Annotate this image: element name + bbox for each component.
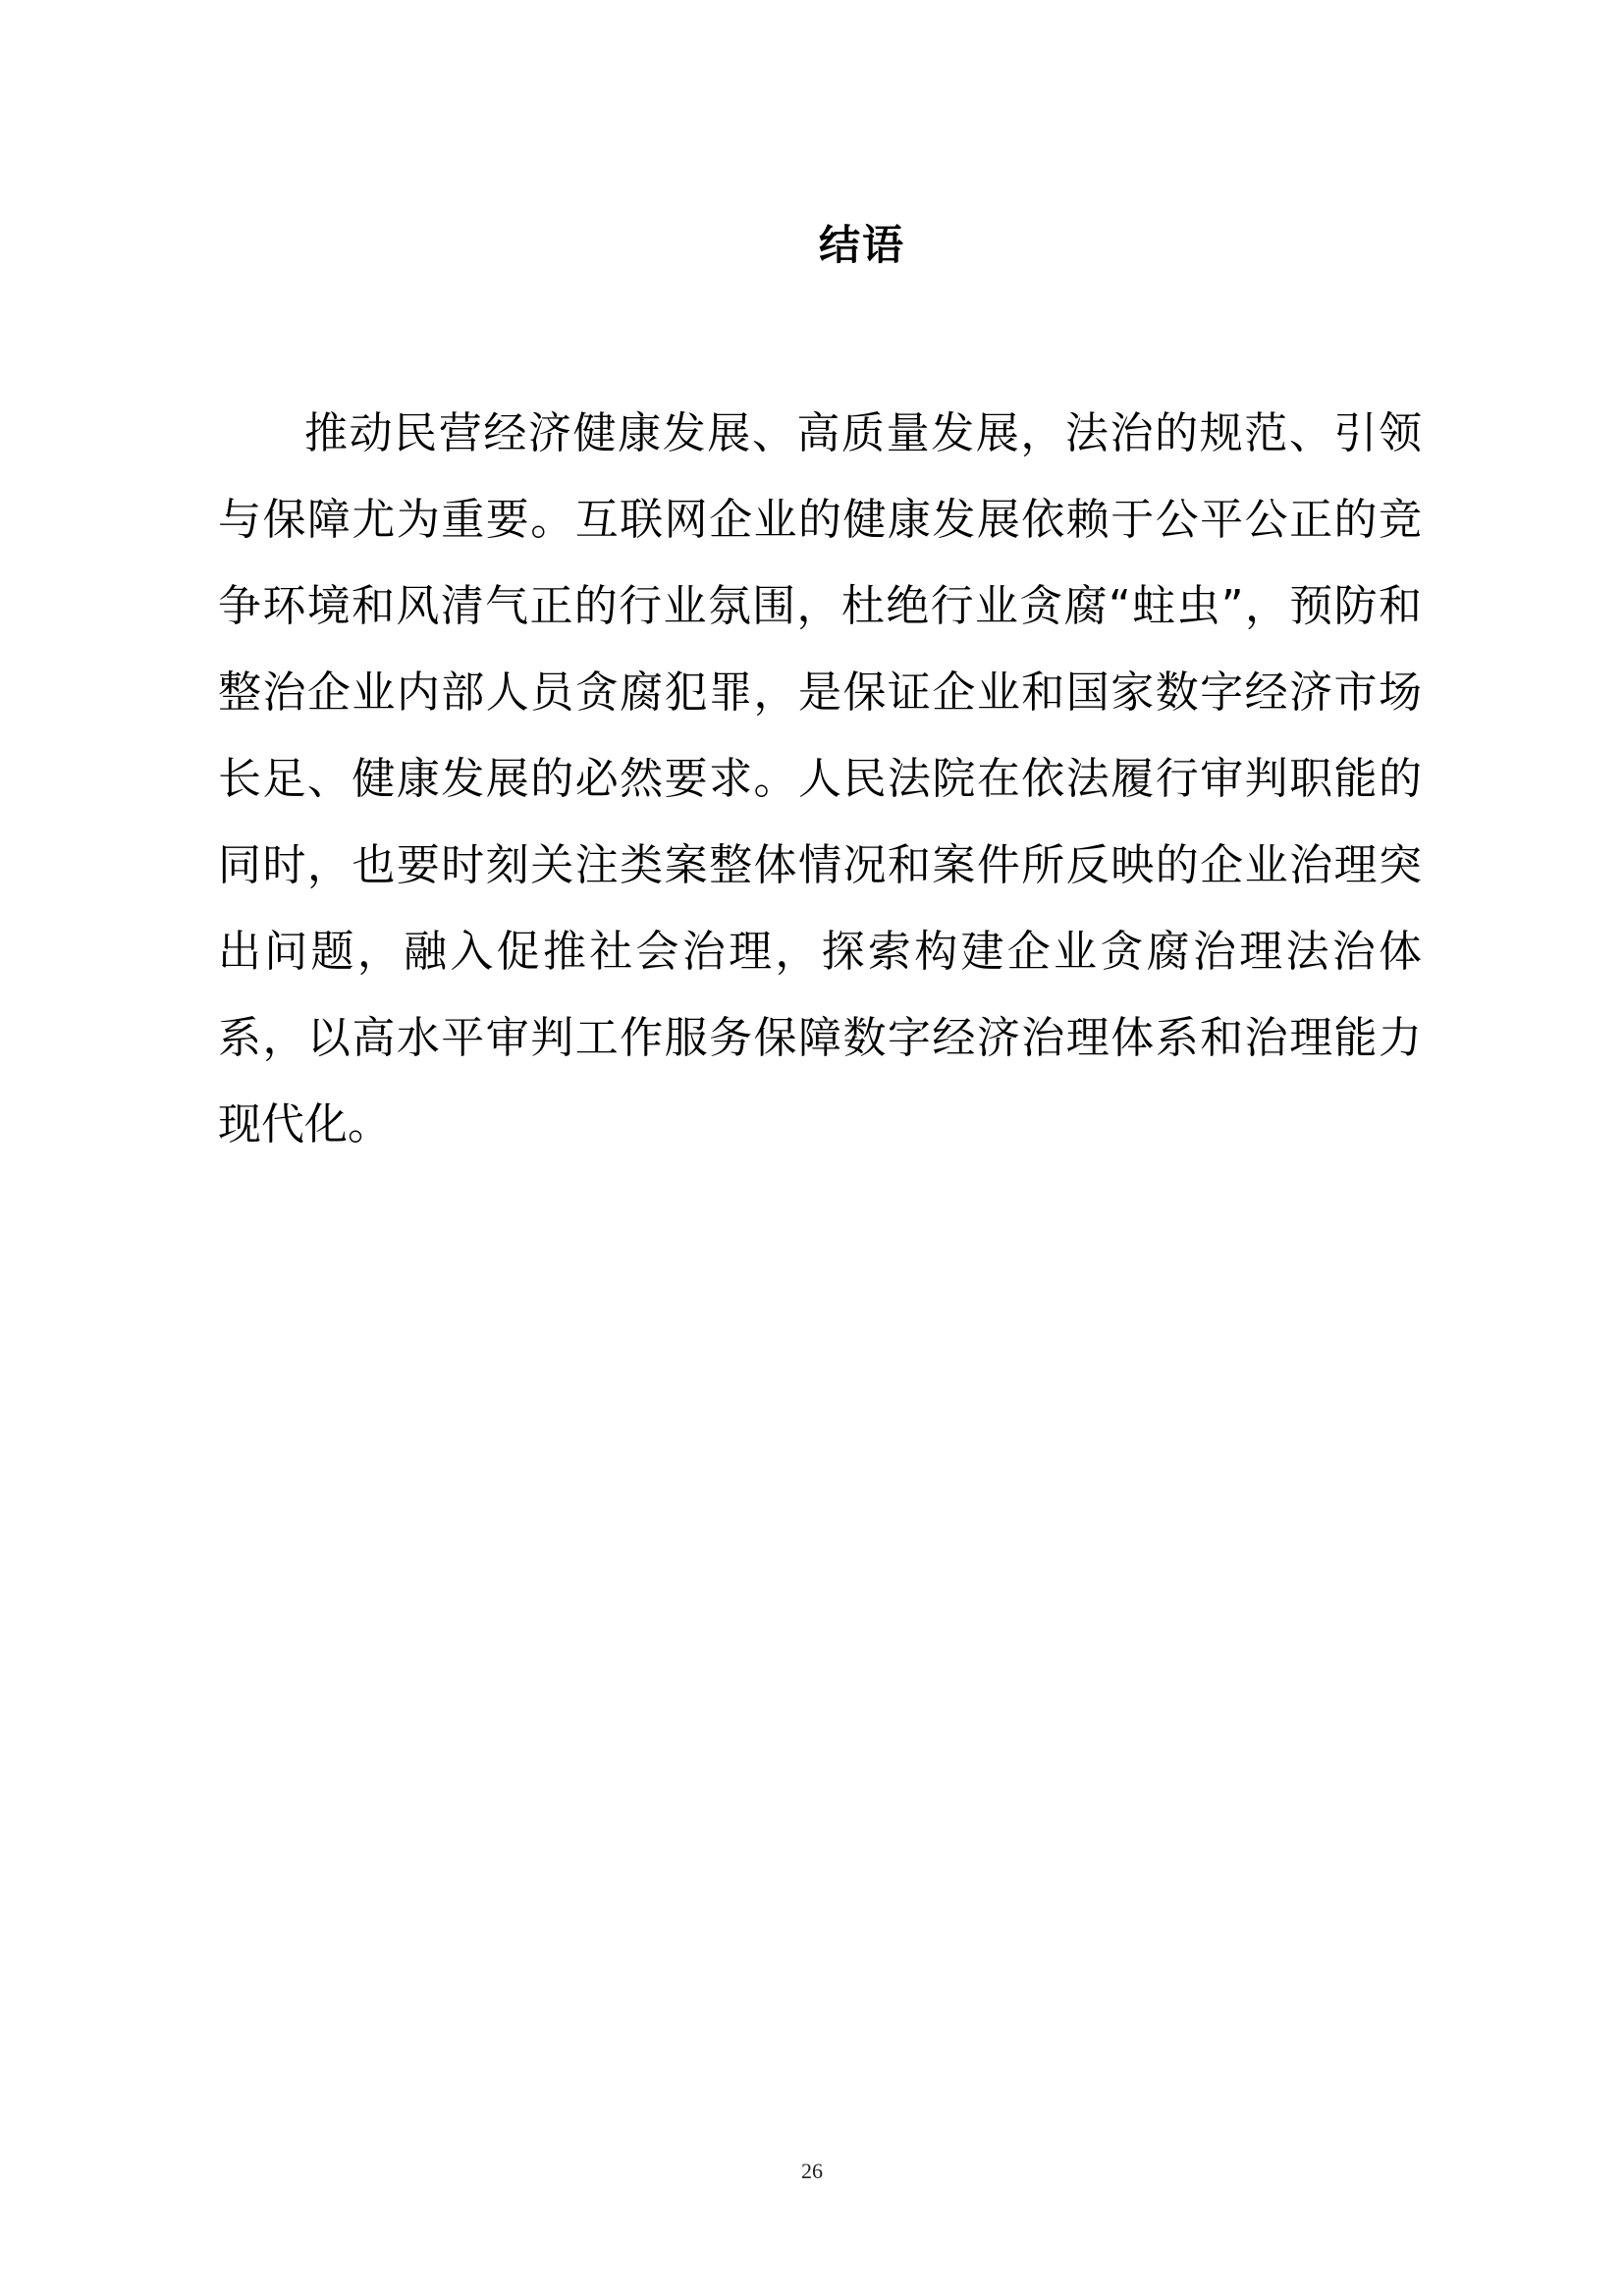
title-text: 结语	[818, 221, 905, 269]
body-paragraph: 推动民营经济健康发展、高质量发展，法治的规范、引领与保障尤为重要。互联网企业的健康发展依赖于公平公正的竞争环境和风清气正的行业氛围，杜绝行业贪腐“蛀虫”，预防和整治企业内部人员贪腐犯罪，是保证企业和国家数字经济市场长足、健康发展的必然要求。人民法院在依法履行审判职能的同时，也要时刻关注类案整体情况和案件所反映的企业治理突出问题，融入促推社会治理，探索构建企业贪腐治理法治体系，以高水平审判工作服务保障数字经济治理体系和治理能力现代化。	[218, 408, 1422, 1149]
page-number: 26	[801, 2159, 823, 2183]
